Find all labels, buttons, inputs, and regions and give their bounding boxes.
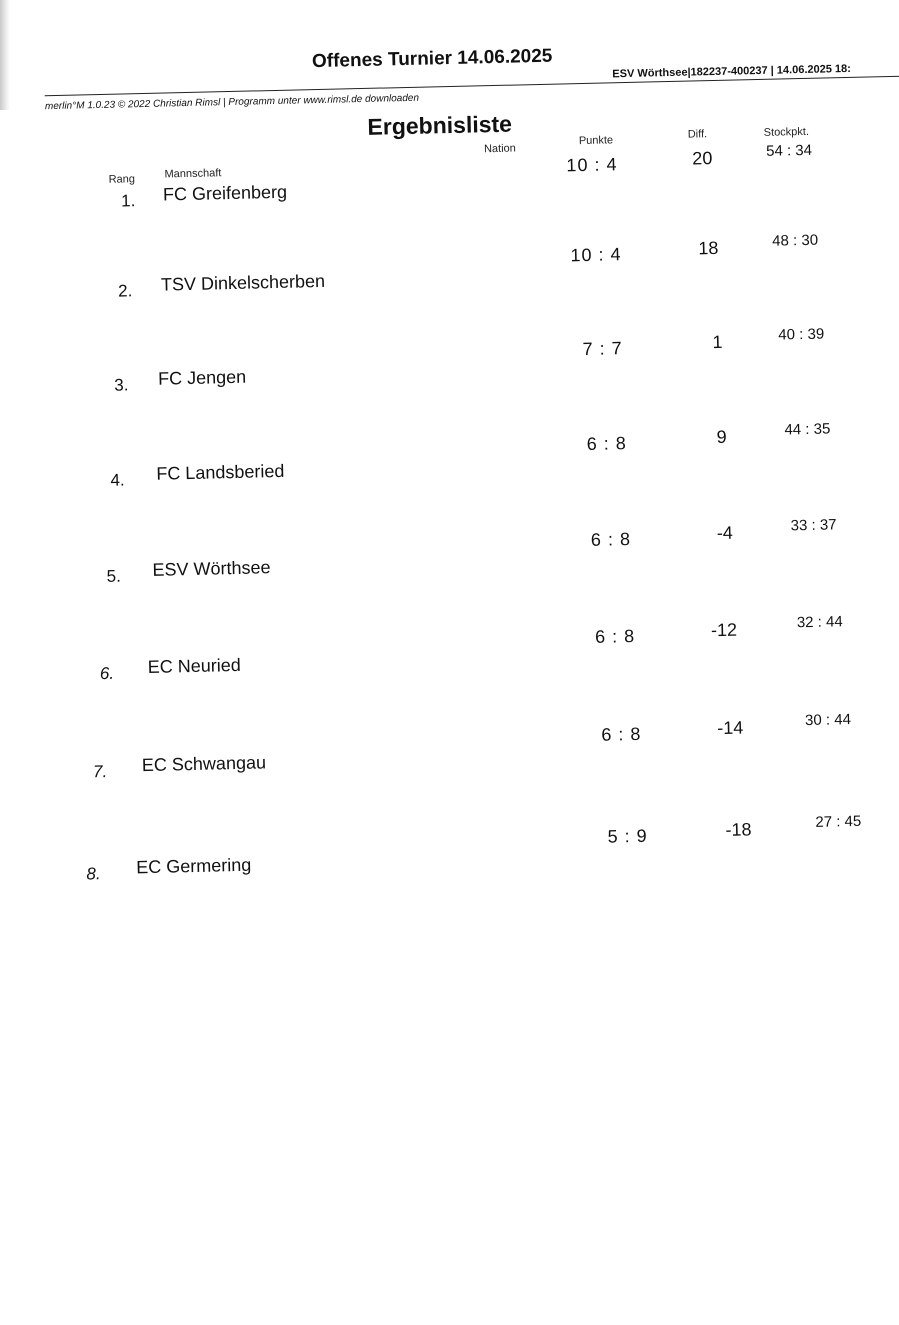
table-row [4, 231, 899, 301]
team-name-cell: ESV Wörthsee [152, 557, 271, 580]
team-name-cell: FC Landsberied [156, 460, 285, 484]
column-header-punkte: Punkte [578, 134, 614, 148]
stock-points-cell: 48 : 30 [772, 231, 819, 250]
table-row [7, 325, 899, 395]
difference-cell: -14 [716, 717, 744, 739]
points-cell: 6 : 8 [601, 723, 642, 745]
table-row [15, 711, 899, 782]
team-name-cell: EC Neuried [147, 654, 241, 678]
difference-cell: -12 [710, 619, 738, 641]
club-info: ESV Wörthsee|182237-400237 | 14.06.2025 18: [612, 62, 851, 81]
stock-points-cell: 30 : 44 [804, 711, 852, 730]
table-row [9, 420, 899, 490]
points-cell: 5 : 9 [607, 825, 648, 847]
difference-cell: -18 [725, 819, 752, 840]
difference-cell: 18 [698, 237, 719, 259]
points-cell: 6 : 8 [594, 625, 636, 647]
team-name-cell: FC Greifenberg [162, 181, 288, 205]
column-header-rang: Rang [108, 173, 136, 186]
results-heading: Ergebnisliste [367, 110, 513, 140]
points-cell: 6 : 8 [590, 529, 632, 550]
difference-cell: -4 [716, 522, 734, 544]
points-cell: 7 : 7 [582, 338, 623, 360]
header-divider [45, 76, 899, 97]
program-credit: merlin°M 1.0.23 © 2022 Christian Rimsl | Programm unter www.rimsl.de downloaden [44, 92, 420, 113]
column-header-stockpkt: Stockpkt. [763, 125, 810, 139]
difference-cell: 1 [712, 331, 723, 353]
stock-points-cell: 44 : 35 [784, 420, 831, 439]
rank-cell: 1. [120, 191, 136, 211]
rank-cell: 4. [110, 470, 125, 490]
team-name-cell: TSV Dinkelscherben [160, 270, 326, 295]
column-header-diff: Diff. [687, 128, 708, 141]
table-row [11, 516, 899, 586]
team-name-cell: FC Jengen [157, 366, 247, 389]
rank-cell: 2. [117, 281, 133, 301]
stock-points-cell: 32 : 44 [796, 613, 843, 632]
team-name-cell: EC Schwangau [141, 752, 267, 776]
rank-cell: 3. [114, 375, 129, 395]
rank-cell: 7. [92, 761, 108, 782]
stock-points-cell: 27 : 45 [815, 812, 862, 831]
rank-cell: 6. [99, 663, 115, 684]
column-header-nation: Nation [483, 142, 516, 156]
difference-cell: 9 [716, 426, 727, 448]
points-cell: 10 : 4 [566, 154, 618, 176]
table-row [13, 613, 899, 684]
points-cell: 10 : 4 [570, 244, 622, 266]
stock-points-cell: 54 : 34 [765, 141, 813, 160]
team-name-cell: EC Germering [136, 854, 252, 878]
rank-cell: 8. [86, 864, 101, 884]
stock-points-cell: 33 : 37 [790, 516, 837, 535]
table-row [18, 812, 899, 884]
points-cell: 6 : 8 [586, 433, 627, 454]
rank-cell: 5. [106, 566, 122, 586]
stock-points-cell: 40 : 39 [778, 325, 825, 344]
difference-cell: 20 [692, 148, 713, 169]
column-header-mannschaft: Mannschaft [164, 167, 222, 181]
tournament-title: Offenes Turnier 14.06.2025 [311, 45, 553, 73]
